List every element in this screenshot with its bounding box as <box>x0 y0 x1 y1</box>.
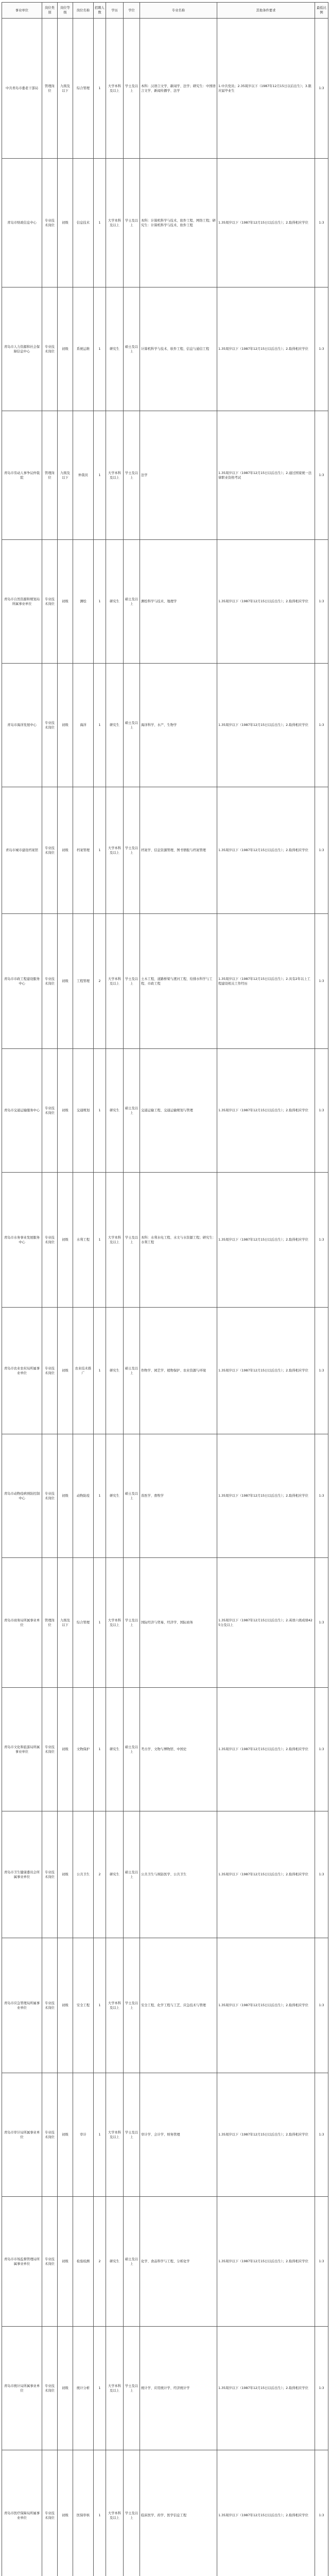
major-cell: 本科：计算机科学与技术、软件工程、网络工程；研究生：计算机科学与技术、软件工程 <box>140 159 217 287</box>
major-cell: 计算机科学与技术、软件工程、信息与通信工程 <box>140 287 217 411</box>
category-cell: 专业技术岗位 <box>42 159 58 287</box>
post-name-cell: 系统运维 <box>73 287 94 411</box>
degree-cell: 学士及以上 <box>124 2073 140 2197</box>
major-cell: 档案学、信息资源管理、图书情报与档案管理 <box>140 787 217 914</box>
count-cell: 1 <box>94 1049 106 1173</box>
category-cell: 专业技术岗位 <box>42 2197 58 2327</box>
unit-cell: 青岛市市场监督管理局所属事业单位 <box>2 2197 42 2327</box>
category-cell: 专业技术岗位 <box>42 914 58 1049</box>
count-cell: 1 <box>94 1308 106 1434</box>
requirements-cell: 1.35周岁以下（1987年12月15日以后出生）；2.英语六级成绩425分及以上 <box>217 1558 315 1688</box>
post-name-cell: 动物防疫 <box>73 1434 94 1558</box>
education-cell: 大学本科及以上 <box>106 1558 124 1688</box>
ratio-cell: 1:3 <box>315 2073 328 2197</box>
table-row <box>2 1688 328 1811</box>
requirements-cell: 1.35周岁以下（1987年12月15日以后出生）；2.取得相应学位 <box>217 2450 315 2576</box>
count-cell: 1 <box>94 1434 106 1558</box>
unit-cell: 青岛市自然资源和规划局所属事业单位 <box>2 540 42 664</box>
level-cell: 初级 <box>58 159 73 287</box>
table-row <box>2 2327 328 2450</box>
table-row <box>2 914 328 1049</box>
level-cell: 初级 <box>58 1049 73 1173</box>
ratio-cell: 1:3 <box>315 787 328 914</box>
level-cell: 初级 <box>58 1938 73 2073</box>
level-cell: 九级及以下 <box>58 19 73 159</box>
post-name-cell: 公共卫生 <box>73 1811 94 1938</box>
unit-cell: 青岛市海洋发展中心 <box>2 664 42 787</box>
table-row <box>2 2073 328 2197</box>
level-cell: 初级 <box>58 2197 73 2327</box>
table-body <box>2 19 328 2576</box>
category-cell: 专业技术岗位 <box>42 787 58 914</box>
category-cell: 专业技术岗位 <box>42 2327 58 2450</box>
education-cell: 大学本科及以上 <box>106 2073 124 2197</box>
column-header: 岗位类别 <box>42 3 58 19</box>
ratio-cell: 1:3 <box>315 1811 328 1938</box>
education-cell: 大学本科及以上 <box>106 787 124 914</box>
category-cell: 专业技术岗位 <box>42 664 58 787</box>
unit-cell: 青岛市市政工程建设服务中心 <box>2 914 42 1049</box>
requirements-cell: 1.35周岁以下（1987年12月15日以后出生）；2.取得相应学位 <box>217 287 315 411</box>
post-name-cell: 医保审核 <box>73 2450 94 2576</box>
ratio-cell: 1:3 <box>315 664 328 787</box>
education-cell: 研究生 <box>106 1049 124 1173</box>
post-name-cell: 统计分析 <box>73 2327 94 2450</box>
post-name-cell: 交通规划 <box>73 1049 94 1173</box>
degree-cell: 学士及以上 <box>124 2450 140 2576</box>
level-cell: 初级 <box>58 664 73 787</box>
count-cell: 1 <box>94 787 106 914</box>
count-cell: 2 <box>94 1811 106 1938</box>
degree-cell: 学士及以上 <box>124 914 140 1049</box>
post-name-cell: 信息技术 <box>73 159 94 287</box>
major-cell: 统计学、应用统计学、经济统计学 <box>140 2327 217 2450</box>
ratio-cell: 1:3 <box>315 1049 328 1173</box>
level-cell: 初级 <box>58 1308 73 1434</box>
major-cell: 考古学、文物与博物馆、中国史 <box>140 1688 217 1811</box>
level-cell: 初级 <box>58 540 73 664</box>
level-cell: 初级 <box>58 1811 73 1938</box>
ratio-cell: 1:3 <box>315 1688 328 1811</box>
column-header: 专业名称 <box>140 3 217 19</box>
major-cell: 海洋科学、水产、生物学 <box>140 664 217 787</box>
table-row <box>2 1049 328 1173</box>
table-row <box>2 19 328 159</box>
column-header: 招聘人数 <box>94 3 106 19</box>
count-cell: 1 <box>94 540 106 664</box>
post-name-cell: 水利工程 <box>73 1173 94 1308</box>
unit-cell: 青岛市水务事业发展服务中心 <box>2 1173 42 1308</box>
education-cell: 大学本科及以上 <box>106 159 124 287</box>
count-cell: 1 <box>94 287 106 411</box>
table-row <box>2 411 328 540</box>
column-header: 最低比例 <box>315 3 328 19</box>
degree-cell: 学士及以上 <box>124 787 140 914</box>
ratio-cell: 1:3 <box>315 1173 328 1308</box>
education-cell: 研究生 <box>106 664 124 787</box>
table-row <box>2 1938 328 2073</box>
unit-cell: 青岛市城市建设档案馆 <box>2 787 42 914</box>
ratio-cell: 1:3 <box>315 159 328 287</box>
major-cell: 本科：汉语言文学、新闻学、法学；研究生：中国语言文学、新闻传播学、法学 <box>140 19 217 159</box>
column-header: 学位 <box>124 3 140 19</box>
unit-cell: 中共青岛市委老干部局 <box>2 19 42 159</box>
unit-cell: 青岛市卫生健康委员会所属事业单位 <box>2 1811 42 1938</box>
post-name-cell: 综合管理 <box>73 1558 94 1688</box>
count-cell: 1 <box>94 2450 106 2576</box>
level-cell: 九级及以下 <box>58 1558 73 1688</box>
post-name-cell: 农业技术推广 <box>73 1308 94 1434</box>
ratio-cell: 1:3 <box>315 1434 328 1558</box>
count-cell: 1 <box>94 2073 106 2197</box>
degree-cell: 硕士及以上 <box>124 287 140 411</box>
requirements-cell: 1.35周岁以下（1987年12月15日以后出生）；2.取得相应学位 <box>217 159 315 287</box>
category-cell: 专业技术岗位 <box>42 1688 58 1811</box>
category-cell: 专业技术岗位 <box>42 1938 58 2073</box>
count-cell: 1 <box>94 1173 106 1308</box>
category-cell: 管理岗位 <box>42 19 58 159</box>
education-cell: 研究生 <box>106 1811 124 1938</box>
degree-cell: 学士及以上 <box>124 1173 140 1308</box>
requirements-cell: 1.35周岁以下（1987年12月15日以后出生）；2.取得相应学位 <box>217 1173 315 1308</box>
degree-cell: 学士及以上 <box>124 2327 140 2450</box>
degree-cell: 硕士及以上 <box>124 664 140 787</box>
count-cell: 2 <box>94 914 106 1049</box>
recruitment-table <box>2 2 328 2576</box>
category-cell: 管理岗位 <box>42 1558 58 1688</box>
major-cell: 国际经济与贸易、经济学、国际商务 <box>140 1558 217 1688</box>
unit-cell: 青岛市文化和旅游局所属事业单位 <box>2 1688 42 1811</box>
major-cell: 公共卫生与预防医学、公共卫生 <box>140 1811 217 1938</box>
requirements-cell: 1.35周岁以下（1987年12月15日以后出生）；2.取得相应学位 <box>217 2197 315 2327</box>
requirements-cell: 1.35周岁以下（1987年12月15日以后出生）；2.取得相应学位 <box>217 2073 315 2197</box>
degree-cell: 硕士及以上 <box>124 2197 140 2327</box>
education-cell: 大学本科及以上 <box>106 19 124 159</box>
ratio-cell: 1:3 <box>315 2450 328 2576</box>
major-cell: 安全工程、化学工程与工艺、应急技术与管理 <box>140 1938 217 2073</box>
table-row <box>2 787 328 914</box>
requirements-cell: 1.35周岁以下（1987年12月15日以后出生）；2.取得相应学位 <box>217 1688 315 1811</box>
major-cell: 法学 <box>140 411 217 540</box>
category-cell: 专业技术岗位 <box>42 540 58 664</box>
education-cell: 研究生 <box>106 2197 124 2327</box>
unit-cell: 青岛市劳动人事争议仲裁院 <box>2 411 42 540</box>
requirements-cell: 1.35周岁以下（1987年12月15日以后出生）；2.具有2年以上工程建设相关工作经历 <box>217 914 315 1049</box>
column-header: 岗位名称 <box>73 3 94 19</box>
major-cell: 测绘科学与技术、地理学 <box>140 540 217 664</box>
degree-cell: 学士及以上 <box>124 411 140 540</box>
degree-cell: 硕士及以上 <box>124 1308 140 1434</box>
count-cell: 1 <box>94 411 106 540</box>
table-row <box>2 2197 328 2327</box>
post-name-cell: 仲裁员 <box>73 411 94 540</box>
unit-cell: 青岛市应急管理局所属事业单位 <box>2 1938 42 2073</box>
count-cell: 1 <box>94 1688 106 1811</box>
requirements-cell: 1.中共党员；2.35周岁以下（1987年12月15日以后出生）；3.限应届毕业生 <box>217 19 315 159</box>
table-row <box>2 287 328 411</box>
education-cell: 研究生 <box>106 1688 124 1811</box>
requirements-cell: 1.35周岁以下（1987年12月15日以后出生）；2.取得相应学位 <box>217 1938 315 2073</box>
ratio-cell: 1:3 <box>315 411 328 540</box>
level-cell: 初级 <box>58 787 73 914</box>
requirements-cell: 1.35周岁以下（1987年12月15日以后出生）；2.通过国家统一法律职业资格考试 <box>217 411 315 540</box>
major-cell: 本科：水利水电工程、水文与水资源工程；研究生：水利工程 <box>140 1173 217 1308</box>
table-row <box>2 1558 328 1688</box>
unit-cell: 青岛市统计局所属事业单位 <box>2 2327 42 2450</box>
requirements-cell: 1.35周岁以下（1987年12月15日以后出生）；2.取得相应学位 <box>217 540 315 664</box>
count-cell: 2 <box>94 2197 106 2327</box>
category-cell: 专业技术岗位 <box>42 2450 58 2576</box>
post-name-cell: 测绘 <box>73 540 94 664</box>
count-cell: 1 <box>94 19 106 159</box>
ratio-cell: 1:3 <box>315 1938 328 2073</box>
category-cell: 专业技术岗位 <box>42 2073 58 2197</box>
requirements-cell: 1.35周岁以下（1987年12月15日以后出生）；2.取得相应学位 <box>217 664 315 787</box>
major-cell: 交通运输工程、交通运输规划与管理 <box>140 1049 217 1173</box>
education-cell: 大学本科及以上 <box>106 2450 124 2576</box>
category-cell: 专业技术岗位 <box>42 1811 58 1938</box>
count-cell: 1 <box>94 159 106 287</box>
education-cell: 研究生 <box>106 287 124 411</box>
column-header: 事业单位 <box>2 3 42 19</box>
requirements-cell: 1.35周岁以下（1987年12月15日以后出生）；2.取得相应学位 <box>217 787 315 914</box>
degree-cell: 硕士及以上 <box>124 1688 140 1811</box>
category-cell: 专业技术岗位 <box>42 1308 58 1434</box>
category-cell: 专业技术岗位 <box>42 1173 58 1308</box>
requirements-cell: 1.35周岁以下（1987年12月15日以后出生）；2.取得相应学位 <box>217 2327 315 2450</box>
ratio-cell: 1:3 <box>315 2327 328 2450</box>
education-cell: 研究生 <box>106 1308 124 1434</box>
category-cell: 专业技术岗位 <box>42 287 58 411</box>
ratio-cell: 1:3 <box>315 19 328 159</box>
table-row <box>2 1434 328 1558</box>
major-cell: 化学、食品科学与工程、分析化学 <box>140 2197 217 2327</box>
level-cell: 初级 <box>58 1688 73 1811</box>
post-name-cell: 检验检测 <box>73 2197 94 2327</box>
unit-cell: 青岛市人力资源和社会保障信息中心 <box>2 287 42 411</box>
column-header: 岗位等级 <box>58 3 73 19</box>
unit-cell: 青岛市农业农村局所属事业单位 <box>2 1308 42 1434</box>
requirements-cell: 1.35周岁以下（1987年12月15日以后出生）；2.取得相应学位 <box>217 1049 315 1173</box>
unit-cell: 青岛市审计局所属事业单位 <box>2 2073 42 2197</box>
level-cell: 初级 <box>58 2073 73 2197</box>
education-cell: 研究生 <box>106 540 124 664</box>
table-row <box>2 159 328 287</box>
unit-cell: 青岛市财政信息中心 <box>2 159 42 287</box>
level-cell: 九级及以下 <box>58 411 73 540</box>
education-cell: 大学本科及以上 <box>106 2327 124 2450</box>
degree-cell: 学士及以上 <box>124 1938 140 2073</box>
level-cell: 初级 <box>58 2450 73 2576</box>
table-row <box>2 664 328 787</box>
education-cell: 大学本科及以上 <box>106 1173 124 1308</box>
category-cell: 管理岗位 <box>42 411 58 540</box>
level-cell: 初级 <box>58 914 73 1049</box>
category-cell: 专业技术岗位 <box>42 1049 58 1173</box>
degree-cell: 硕士及以上 <box>124 1811 140 1938</box>
count-cell: 1 <box>94 664 106 787</box>
category-cell: 专业技术岗位 <box>42 1434 58 1558</box>
degree-cell: 硕士及以上 <box>124 540 140 664</box>
unit-cell: 青岛市医疗保障局所属事业单位 <box>2 2450 42 2576</box>
ratio-cell: 1:3 <box>315 287 328 411</box>
table-row <box>2 1173 328 1308</box>
table-row <box>2 540 328 664</box>
post-name-cell: 审计 <box>73 2073 94 2197</box>
education-cell: 大学本科及以上 <box>106 1938 124 2073</box>
post-name-cell: 综合管理 <box>73 19 94 159</box>
post-name-cell: 档案管理 <box>73 787 94 914</box>
degree-cell: 学士及以上 <box>124 1558 140 1688</box>
count-cell: 1 <box>94 2327 106 2450</box>
major-cell: 作物学、园艺学、植物保护、农业资源与环境 <box>140 1308 217 1434</box>
level-cell: 初级 <box>58 287 73 411</box>
ratio-cell: 1:3 <box>315 914 328 1049</box>
requirements-cell: 1.35周岁以下（1987年12月15日以后出生）；2.取得相应学位 <box>217 1434 315 1558</box>
post-name-cell: 文物保护 <box>73 1688 94 1811</box>
count-cell: 1 <box>94 1938 106 2073</box>
major-cell: 临床医学、药学、医学信息工程 <box>140 2450 217 2576</box>
requirements-cell: 1.35周岁以下（1987年12月15日以后出生）；2.取得相应学位 <box>217 1308 315 1434</box>
column-header: 其他条件要求 <box>217 3 315 19</box>
table-row <box>2 1308 328 1434</box>
post-name-cell: 安全工程 <box>73 1938 94 2073</box>
post-name-cell: 海洋 <box>73 664 94 787</box>
level-cell: 初级 <box>58 1173 73 1308</box>
unit-cell: 青岛市商务局所属事业单位 <box>2 1558 42 1688</box>
level-cell: 初级 <box>58 1434 73 1558</box>
degree-cell: 学士及以上 <box>124 159 140 287</box>
ratio-cell: 1:3 <box>315 1308 328 1434</box>
level-cell: 初级 <box>58 2327 73 2450</box>
major-cell: 审计学、会计学、财务管理 <box>140 2073 217 2197</box>
post-name-cell: 工程管理 <box>73 914 94 1049</box>
education-cell: 研究生 <box>106 1434 124 1558</box>
count-cell: 1 <box>94 1558 106 1688</box>
ratio-cell: 1:3 <box>315 2197 328 2327</box>
unit-cell: 青岛市动物疫病预防控制中心 <box>2 1434 42 1558</box>
table-row <box>2 2450 328 2576</box>
degree-cell: 硕士及以上 <box>124 1434 140 1558</box>
unit-cell: 青岛市交通运输服务中心 <box>2 1049 42 1173</box>
ratio-cell: 1:3 <box>315 1558 328 1688</box>
major-cell: 兽医学、畜牧学 <box>140 1434 217 1558</box>
degree-cell: 学士及以上 <box>124 19 140 159</box>
table-header-row <box>2 3 328 19</box>
education-cell: 大学本科及以上 <box>106 411 124 540</box>
degree-cell: 硕士及以上 <box>124 1049 140 1173</box>
ratio-cell: 1:3 <box>315 540 328 664</box>
major-cell: 土木工程、道路桥梁与渡河工程、给排水科学与工程、市政工程 <box>140 914 217 1049</box>
column-header: 学历 <box>106 3 124 19</box>
education-cell: 大学本科及以上 <box>106 914 124 1049</box>
table-row <box>2 1811 328 1938</box>
requirements-cell: 1.35周岁以下（1987年12月15日以后出生）；2.取得相应学位 <box>217 1811 315 1938</box>
